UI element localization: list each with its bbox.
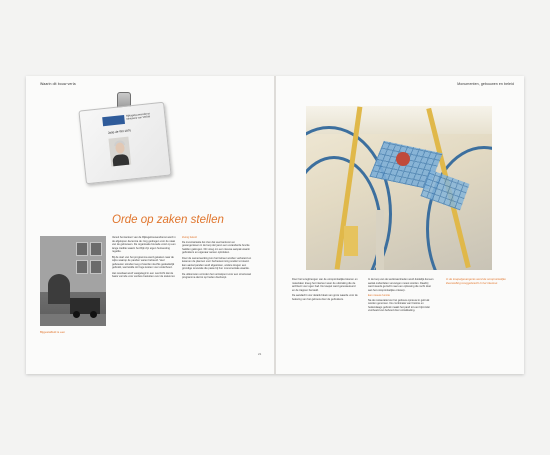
paragraph: Bij de start van het programma werd gekeken naar de wijze waarop de panden waren beheerd. Veel gebouwen stonden leeg of werden slechts gedeeltelijk gebruikt, wat leidde tot hoge kosten voor onderhoud. <box>112 255 175 269</box>
text-column-a <box>112 236 176 281</box>
subheading: Zuinig beleid <box>182 236 197 239</box>
badge-name: Jaap de Wit 1976 <box>107 128 132 135</box>
text-column-r3 <box>446 278 510 287</box>
paragraph: Door het terugbrengen van de oorspronkelijke kleuren en materialen kreeg het interieur weer de uitstraling die de architect voor ogen had. De koepel werd gerestaureerd en de trappen hersteld. <box>292 278 358 292</box>
paragraph: In de loop van de werkzaamheden werd duidelijk dat een aantal onderdelen vervangen moest worden. Daarbij werd steeds gezocht naar een oplossing die recht doet aan het oorspronkelijke ontwerp. <box>368 278 434 292</box>
page-number: 21 <box>258 352 262 356</box>
subheading: Een nieuwe functie <box>368 294 390 297</box>
photo-window <box>90 242 102 256</box>
paragraph: De inventarisatie liet zien dat veel kantoren en gevangenissen in de loop der jaren een veranderde functie hadden gekregen. Dit vroeg om een nieuwe aanpak waarin gebruikers en eigenaar samen optrokken. <box>182 240 250 254</box>
article-title: Orde op zaken stellen <box>112 214 224 226</box>
running-head-right: Monumenten, gebouwen en beleid <box>457 82 514 86</box>
prison-interior-photo <box>306 106 492 270</box>
paragraph: Na de restauratie kon het gebouw opnieuw in gebruik worden genomen. De combinatie van historie en hedendaags gebruik maakt het pand tot een bijzonder voorbeeld van behoud door ontwikkeling. <box>368 298 431 312</box>
badge-org-text: Rijksgebouwendienst Ministerie van VROM <box>126 112 151 121</box>
id-badge <box>78 102 171 185</box>
photo-window <box>76 260 88 274</box>
photo-window <box>76 242 88 256</box>
photo-caption: Bijgestaffeld is een <box>40 330 66 334</box>
photo-window <box>90 260 102 274</box>
photo-column <box>376 210 384 270</box>
historic-photo <box>40 236 106 326</box>
text-column-b <box>182 236 252 282</box>
paragraph: Het resultaat werd vastgelegd in een overzicht dat de basis vormde voor verdere besluiten over de toekomst. <box>112 271 176 278</box>
text-column-r1 <box>292 278 358 303</box>
paragraph: De aandacht voor details bleek van grote waarde voor de beleving van het gebouw door de gebruikers. <box>292 294 358 301</box>
red-object <box>396 152 410 166</box>
badge-portrait <box>108 137 131 167</box>
right-page <box>276 76 524 374</box>
yellow-door <box>344 226 358 256</box>
photo-wheel <box>90 311 97 318</box>
text-column-r2 <box>368 278 434 315</box>
left-page <box>26 76 274 374</box>
running-head-left: Waarin dit bouw verla <box>40 82 76 86</box>
pull-quote: In de koepelgevangenis werd de oorspronkelijke kleurstelling teruggebracht in het interieur. <box>446 277 506 285</box>
paragraph: De uitkomsten vormden het vertrekpunt voor een structureel programma dat tot op heden doorloopt. <box>182 272 252 279</box>
portrait-body <box>112 154 129 167</box>
magazine-spread <box>26 76 524 374</box>
portrait-head <box>115 142 125 154</box>
paragraph: Door de samenwerking kon het beheer worden verbeterd en kwamen de plannen voor herbestemming sneller tot stand. Een aantal panden werd afgestoten, andere kregen een grondige renovatie die paste bij hun monumentale waarde. <box>182 256 252 270</box>
id-badge-image <box>80 92 170 192</box>
photo-archway <box>48 274 70 304</box>
photo-wheel <box>73 311 80 318</box>
paragraph: Vanuit het kantoor van de Rijksgebouwendienst werd in de afgelopen decennia de zorg gedragen voor de staat van de gebouwen. De organisatie bouwde voort op een lange traditie waarin het Rijk zijn eigen huisvesting regelde. <box>112 236 176 253</box>
badge-logo-icon <box>102 115 125 126</box>
